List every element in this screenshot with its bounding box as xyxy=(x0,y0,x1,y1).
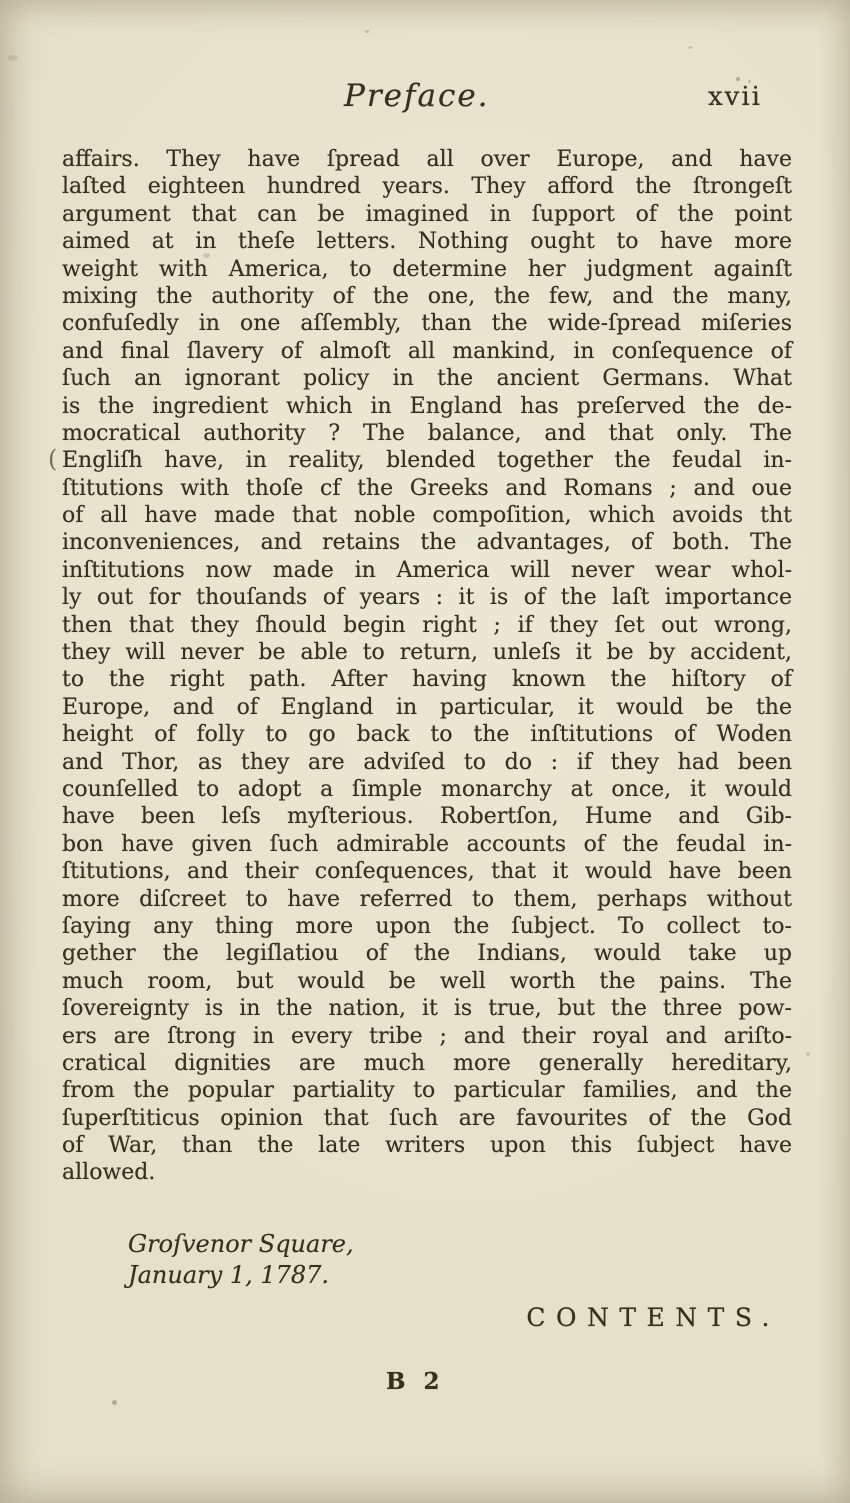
body-line: confuſedly in one aſſembly, than the wide-ſpread miſeries xyxy=(62,311,792,337)
paper-speck xyxy=(203,253,210,258)
body-line: have been leſs myſterious. Robertſon, Hume and Gib- xyxy=(62,804,792,830)
body-line: and final ſlavery of almoſt all mankind, in conſequence of xyxy=(62,338,792,364)
body-line: more diſcreet to have referred to them, perhaps without xyxy=(62,886,792,912)
body-line: gether the legiſlatiou of the Indians, would take up xyxy=(62,941,792,967)
body-line: ſaying any thing more upon the ſubject. To collect to- xyxy=(62,913,792,939)
paper-speck xyxy=(736,77,740,81)
body-line: weight with America, to determine her judgment againſt xyxy=(62,256,792,282)
body-line: counſelled to adopt a ſimple monarchy at once, it would xyxy=(62,776,792,802)
body-line: mocratical authority ? The balance, and that only. The xyxy=(62,420,792,446)
body-line: is the ingredient which in England has preſerved the de- xyxy=(62,393,792,419)
paper-speck xyxy=(806,1052,810,1056)
body-line: and Thor, as they are adviſed to do : if they had been xyxy=(62,749,792,775)
paper-speck xyxy=(748,80,751,83)
page-title: Preface. xyxy=(344,78,490,114)
body-line: ly out for thouſands of years : it is of the laſt importance xyxy=(62,585,792,611)
page-number: xvii xyxy=(708,82,762,112)
paper-speck xyxy=(688,46,693,49)
body-line: to the right path. After having known the hiſtory of xyxy=(62,667,792,693)
body-line: from the popular partiality to particular families, and the xyxy=(62,1078,792,1104)
body-line: they will never be able to return, unleſs it be by accident, xyxy=(62,640,792,666)
body-line: much room, but would be well worth the pains. The xyxy=(62,968,792,994)
body-line: allowed. xyxy=(62,1160,156,1186)
body-line: argument that can be imagined in ſupport of the point xyxy=(62,201,792,227)
body-line: Engliſh have, in reality, blended together the feudal in- xyxy=(62,448,792,474)
body-line: bon have given ſuch admirable accounts of the feudal in- xyxy=(62,831,792,857)
body-line: of War, than the late writers upon this ſubject have xyxy=(62,1133,792,1159)
body-line: mixing the authority of the one, the few, and the many, xyxy=(62,283,792,309)
signature-date: January 1, 1787. xyxy=(128,1261,330,1289)
signature-block xyxy=(128,1229,354,1291)
catchword-contents: CONTENTS. xyxy=(526,1303,780,1332)
body-line: ſovereignty is in the nation, it is true, but the three pow- xyxy=(62,996,792,1022)
body-line: cratical dignities are much more generally hereditary, xyxy=(62,1050,792,1076)
signature-place: Groſvenor Square, xyxy=(128,1230,354,1258)
body-line: height of folly to go back to the inſtitutions of Woden xyxy=(62,722,792,748)
body-line: laſted eighteen hundred years. They afford the ſtrongeſt xyxy=(62,174,792,200)
body-line: ſuperſtiticus opinion that ſuch are favourites of the God xyxy=(62,1105,792,1131)
body-line: affairs. They have ſpread all over Europe, and have xyxy=(62,147,792,172)
body-line: inconveniences, and retains the advantages, of both. The xyxy=(62,530,792,556)
body-line: aimed at in theſe letters. Nothing ought to have more xyxy=(62,229,792,255)
paper-speck xyxy=(365,30,369,33)
paper-speck xyxy=(8,55,18,61)
ink-blot-mark: ( xyxy=(48,445,58,473)
body-line: inſtitutions now made in America will never wear whol- xyxy=(62,557,792,583)
body-line: of all have made that noble compoſition, which avoids tht xyxy=(62,503,792,529)
body-line: Europe, and of England in particular, it would be the xyxy=(62,694,792,720)
body-line: ers are ſtrong in every tribe ; and their royal and ariſto- xyxy=(62,1023,792,1049)
body-line: ſuch an ignorant policy in the ancient Germans. What xyxy=(62,366,792,392)
body-text xyxy=(62,146,792,1187)
paper-speck xyxy=(112,1400,117,1405)
body-line: ſtitutions with thoſe cf the Greeks and Romans ; and oue xyxy=(62,475,792,501)
body-line: then that they ſhould begin right ; if they ſet out wrong, xyxy=(62,612,792,638)
body-line: ſtitutions, and their conſequences, that it would have been xyxy=(62,859,792,885)
signature-mark: B 2 xyxy=(386,1368,445,1395)
